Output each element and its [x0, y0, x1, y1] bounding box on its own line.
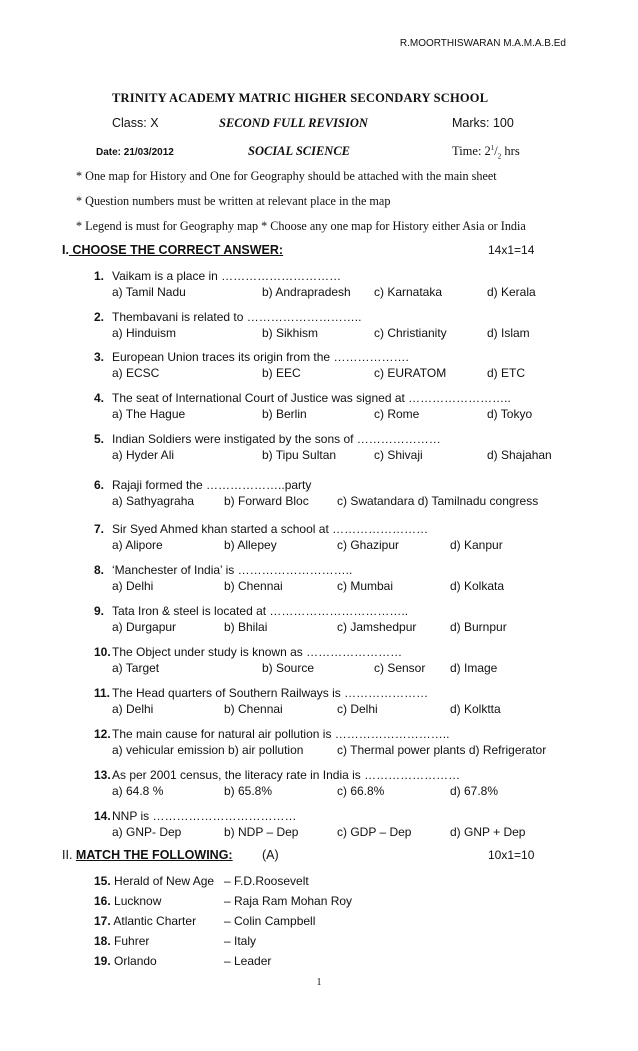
question-item: [94, 268, 536, 300]
school-name: TRINITY ACADEMY MATRIC HIGHER SECONDARY SCHOOL: [112, 91, 489, 105]
question-item: [94, 562, 505, 594]
answer-option: b) Tipu Sultan: [262, 448, 337, 462]
answer-option: a) 64.8 %: [112, 784, 164, 798]
question-number: 11.: [94, 686, 111, 700]
question-item: [94, 726, 547, 758]
question-number: 12.: [94, 727, 111, 741]
question-number: 9.: [94, 604, 105, 618]
author-credit: R.MOORTHISWARAN M.A.M.A.B.Ed: [399, 38, 566, 49]
question-text: [94, 390, 511, 406]
answer-option: c) Rome: [374, 407, 420, 421]
question-text: [94, 309, 361, 325]
question-item: [94, 603, 507, 635]
exam-title: SECOND FULL REVISION: [219, 116, 368, 130]
answer-option: b) Sikhism: [262, 326, 319, 340]
answer-option: c) Delhi: [337, 702, 378, 716]
question-text: [94, 562, 352, 578]
answer-option: c) 66.8%: [337, 784, 385, 798]
question-number: 10.: [94, 645, 111, 659]
question-text: [94, 477, 311, 493]
match-item: [94, 894, 353, 908]
answer-option: d) Tokyo: [487, 407, 533, 421]
answer-option: a) Target: [112, 661, 160, 675]
match-left: Orlando: [110, 954, 157, 968]
answer-option: a) Delhi: [112, 702, 154, 716]
question-stem: Vaikam is a place in …………………………: [112, 269, 342, 283]
answer-option: c) GDP – Dep: [337, 825, 412, 839]
answer-options: [94, 447, 552, 463]
question-stem: ‘Manchester of India’ is ………………………..: [112, 563, 353, 577]
question-item: [94, 808, 526, 840]
match-item: [94, 954, 272, 968]
answer-options: [94, 619, 507, 635]
match-right: – Raja Ram Mohan Roy: [224, 894, 353, 908]
answer-options: [94, 537, 503, 553]
question-item: [94, 349, 526, 381]
question-stem: Sir Syed Ahmed khan started a school at ……………………: [112, 522, 429, 536]
match-left: Atlantic Charter: [110, 914, 197, 928]
match-right: – Colin Campbell: [224, 914, 316, 928]
answer-option: d) Burnpur: [450, 620, 507, 634]
answer-option: d) 67.8%: [450, 784, 499, 798]
question-text: [94, 349, 409, 365]
question-number: 1.: [94, 269, 105, 283]
answer-option: a) Alipore: [112, 538, 163, 552]
answer-options: [94, 325, 530, 341]
answer-option: b) Source: [262, 661, 315, 675]
instruction-line: * Legend is must for Geography map * Choose any one map for History either Asia or India: [76, 219, 526, 233]
answer-option: d) Image: [450, 661, 498, 675]
answer-option: a) Durgapur: [112, 620, 177, 634]
answer-options: [94, 660, 498, 676]
answer-option: d) Kolkata: [450, 579, 505, 593]
answer-options: [94, 824, 526, 840]
answer-options: [94, 365, 526, 381]
question-text: [94, 644, 402, 660]
instruction-line: * Question numbers must be written at relevant place in the map: [76, 194, 391, 208]
section-2-subheading: (A): [262, 848, 279, 862]
question-number: 7.: [94, 522, 105, 536]
answer-option: a) GNP- Dep: [112, 825, 182, 839]
question-item: [94, 309, 530, 341]
answer-option: b) Bhilai: [224, 620, 268, 634]
question-stem: The main cause for natural air pollution is ………………………..: [112, 727, 450, 741]
answer-option: d) Kanpur: [450, 538, 503, 552]
question-stem: The Object under study is known as ……………………: [112, 645, 403, 659]
match-item: [94, 914, 316, 928]
answer-option: a) Tamil Nadu: [112, 285, 186, 299]
question-number: 2.: [94, 310, 105, 324]
match-left: Herald of New Age: [110, 874, 215, 888]
answer-option: b) Chennai: [224, 702, 283, 716]
question-text: [94, 808, 296, 824]
question-item: [94, 521, 503, 553]
answer-option: a) Hinduism: [112, 326, 177, 340]
question-stem: The Head quarters of Southern Railways is …………………: [112, 686, 429, 700]
class-label: Class: X: [112, 116, 159, 130]
answer-option: b) EEC: [262, 366, 301, 380]
question-text: [94, 603, 408, 619]
question-number: 4.: [94, 391, 105, 405]
section-1-marks: 14x1=14: [488, 243, 535, 257]
question-item: [94, 685, 501, 717]
answer-options: [94, 578, 505, 594]
question-stem: European Union traces its origin from the ……………….: [112, 350, 409, 364]
question-text: [94, 767, 460, 783]
answer-option: b) Forward Bloc: [224, 494, 309, 508]
exam-date: Date: 21/03/2012: [96, 147, 174, 158]
question-item: [94, 477, 539, 509]
answer-option: c) Sensor: [374, 661, 426, 675]
match-number: 16.: [94, 894, 111, 908]
match-number: 18.: [94, 934, 111, 948]
answer-options: [94, 701, 501, 717]
time-label: Time: $2^1/_2$ hrs: [452, 144, 520, 161]
marks-label: Marks: 100: [452, 116, 514, 130]
question-number: 13.: [94, 768, 111, 782]
answer-option: c) Mumbai: [337, 579, 394, 593]
question-text: [94, 726, 449, 742]
match-item: [94, 874, 309, 888]
answer-option: d) Shajahan: [487, 448, 552, 462]
answer-option: a) vehicular emission b) air pollution: [112, 743, 304, 757]
answer-option: d) Kerala: [487, 285, 536, 299]
answer-option: c) Jamshedpur: [337, 620, 417, 634]
match-right: – Italy: [224, 934, 257, 948]
section-2-marks: 10x1=10: [488, 848, 535, 862]
question-number: 8.: [94, 563, 105, 577]
question-number: 6.: [94, 478, 105, 492]
answer-options: [94, 284, 536, 300]
question-text: [94, 268, 341, 284]
instruction-line: * One map for History and One for Geography should be attached with the main sheet: [76, 169, 497, 183]
answer-option: d) GNP + Dep: [450, 825, 526, 839]
question-stem: Indian Soldiers were instigated by the sons of …………………: [112, 432, 441, 446]
answer-option: a) Sathyagraha: [112, 494, 195, 508]
question-stem: Tata Iron & steel is located at ……………………………..: [112, 604, 409, 618]
answer-option: d) ETC: [487, 366, 526, 380]
match-number: 19.: [94, 954, 111, 968]
question-item: [94, 431, 552, 463]
page-number: 1: [316, 977, 322, 988]
question-item: [94, 390, 533, 422]
question-stem: NNP is ………………………………: [112, 809, 297, 823]
match-item: [94, 934, 257, 948]
question-stem: The seat of International Court of Justice was signed at ……………………..: [112, 391, 511, 405]
answer-option: c) EURATOM: [374, 366, 447, 380]
answer-option: c) Shivaji: [374, 448, 423, 462]
answer-option: c) Swatandara d) Tamilnadu congress: [337, 494, 539, 508]
question-number: 3.: [94, 350, 105, 364]
answer-option: a) Hyder Ali: [112, 448, 175, 462]
answer-option: b) 65.8%: [224, 784, 273, 798]
question-stem: Rajaji formed the ………………..party: [112, 478, 312, 492]
question-text: [94, 521, 428, 537]
question-number: 14.: [94, 809, 111, 823]
question-item: [94, 767, 499, 799]
answer-option: b) Andrapradesh: [262, 285, 351, 299]
answer-option: a) Delhi: [112, 579, 154, 593]
match-right: – Leader: [224, 954, 272, 968]
section-1-heading: I. CHOOSE THE CORRECT ANSWER:: [62, 243, 284, 257]
answer-option: a) ECSC: [112, 366, 160, 380]
question-stem: As per 2001 census, the literacy rate in India is ……………………: [112, 768, 461, 782]
answer-options: [94, 406, 533, 422]
answer-option: b) Chennai: [224, 579, 283, 593]
match-left: Lucknow: [110, 894, 162, 908]
answer-option: b) NDP – Dep: [224, 825, 299, 839]
answer-option: b) Berlin: [262, 407, 307, 421]
question-number: 5.: [94, 432, 105, 446]
match-left: Fuhrer: [110, 934, 150, 948]
section-2-heading: II. MATCH THE FOLLOWING:: [62, 848, 233, 862]
match-number: 15.: [94, 874, 111, 888]
subject-title: SOCIAL SCIENCE: [248, 144, 351, 158]
match-right: – F.D.Roosevelt: [224, 874, 309, 888]
question-text: [94, 685, 428, 701]
answer-options: [94, 493, 539, 509]
answer-option: c) Christianity: [374, 326, 447, 340]
question-item: [94, 644, 498, 676]
answer-options: [94, 742, 547, 758]
answer-option: b) Allepey: [224, 538, 277, 552]
answer-option: d) Islam: [487, 326, 530, 340]
question-text: [94, 431, 441, 447]
answer-option: c) Karnataka: [374, 285, 443, 299]
answer-option: c) Ghazipur: [337, 538, 400, 552]
answer-option: a) The Hague: [112, 407, 186, 421]
answer-option: c) Thermal power plants d) Refrigerator: [337, 743, 547, 757]
answer-options: [94, 783, 499, 799]
question-stem: Thembavani is related to ………………………..: [112, 310, 362, 324]
answer-option: d) Kolktta: [450, 702, 501, 716]
match-number: 17.: [94, 914, 111, 928]
